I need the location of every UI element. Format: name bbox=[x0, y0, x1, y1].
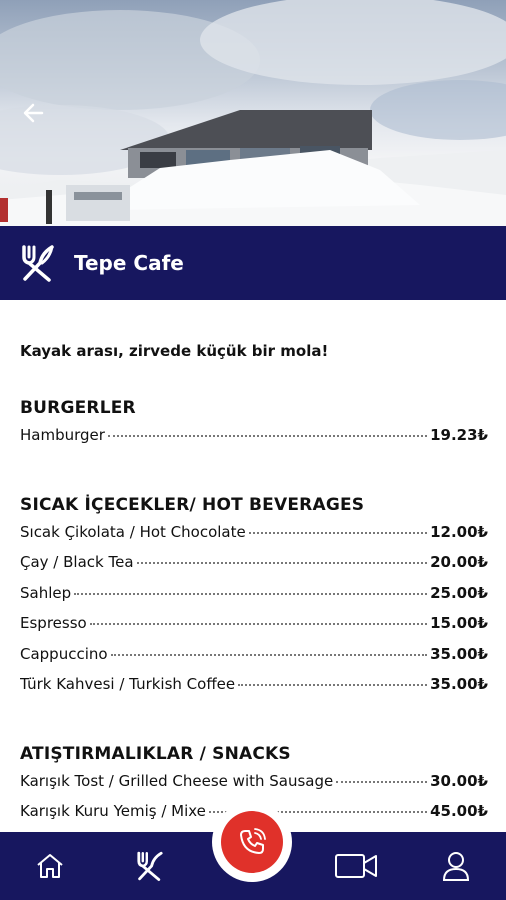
dotted-leader bbox=[90, 623, 427, 625]
item-price: 20.00₺ bbox=[430, 553, 488, 571]
tab-profile[interactable] bbox=[434, 846, 478, 886]
item-name: Sahlep bbox=[20, 583, 72, 602]
item-price: 35.00₺ bbox=[430, 675, 488, 693]
call-button-circle bbox=[221, 811, 283, 873]
item-name: Sıcak Çikolata / Hot Chocolate bbox=[20, 522, 246, 541]
item-price: 12.00₺ bbox=[430, 522, 488, 541]
menu-content bbox=[20, 300, 488, 832]
home-icon bbox=[34, 850, 66, 882]
user-icon bbox=[441, 850, 471, 882]
item-name: Çay / Black Tea bbox=[20, 553, 134, 571]
menu-item bbox=[20, 645, 488, 676]
dotted-leader bbox=[108, 435, 427, 437]
item-price: 19.23₺ bbox=[430, 426, 488, 444]
item-name: Hamburger bbox=[20, 426, 105, 444]
tab-menu[interactable] bbox=[128, 846, 172, 886]
section-title: BURGERLER bbox=[20, 398, 136, 418]
menu-section bbox=[20, 495, 488, 706]
dotted-leader bbox=[111, 654, 428, 656]
video-camera-icon bbox=[334, 851, 378, 881]
tab-video[interactable] bbox=[334, 846, 378, 886]
section-title: SICAK İÇECEKLER/ HOT BEVERAGES bbox=[20, 494, 365, 515]
menu-item bbox=[20, 553, 488, 584]
tab-home[interactable] bbox=[28, 846, 72, 886]
menu-item bbox=[20, 523, 488, 554]
fork-knife-icon bbox=[134, 850, 166, 882]
dotted-leader bbox=[249, 532, 427, 534]
menu-item bbox=[20, 584, 488, 615]
menu-item bbox=[20, 772, 488, 803]
hero-image bbox=[0, 0, 506, 226]
fork-knife-icon bbox=[18, 243, 58, 283]
back-button[interactable] bbox=[18, 96, 52, 130]
dotted-leader bbox=[238, 684, 427, 686]
menu-item bbox=[20, 426, 488, 457]
item-name: Karışık Kuru Yemiş / Mixe bbox=[20, 802, 206, 820]
arrow-left-icon bbox=[18, 96, 52, 130]
menu-section bbox=[20, 398, 488, 457]
intro-text: Kayak arası, zirvede küçük bir mola! bbox=[20, 342, 329, 360]
dotted-leader bbox=[74, 593, 427, 595]
section-title: ATIŞTIRMALIKLAR / SNACKS bbox=[20, 743, 291, 764]
item-price: 35.00₺ bbox=[430, 644, 488, 663]
item-price: 25.00₺ bbox=[430, 583, 488, 602]
menu-item bbox=[20, 614, 488, 645]
phone-icon bbox=[237, 827, 267, 857]
menu-item bbox=[20, 675, 488, 706]
item-name: Türk Kahvesi / Turkish Coffee bbox=[20, 675, 236, 693]
item-name: Karışık Tost / Grilled Cheese with Sausage bbox=[20, 771, 334, 790]
dotted-leader bbox=[336, 781, 427, 783]
restaurant-header bbox=[0, 226, 506, 300]
item-price: 15.00₺ bbox=[430, 614, 488, 632]
call-button[interactable] bbox=[212, 802, 292, 882]
item-name: Cappuccino bbox=[20, 644, 108, 663]
item-price: 30.00₺ bbox=[430, 771, 488, 790]
item-price: 45.00₺ bbox=[430, 802, 488, 820]
hero-photo bbox=[0, 0, 506, 226]
page-title: Tepe Cafe bbox=[74, 251, 184, 275]
item-name: Espresso bbox=[20, 614, 87, 632]
dotted-leader bbox=[137, 562, 428, 564]
